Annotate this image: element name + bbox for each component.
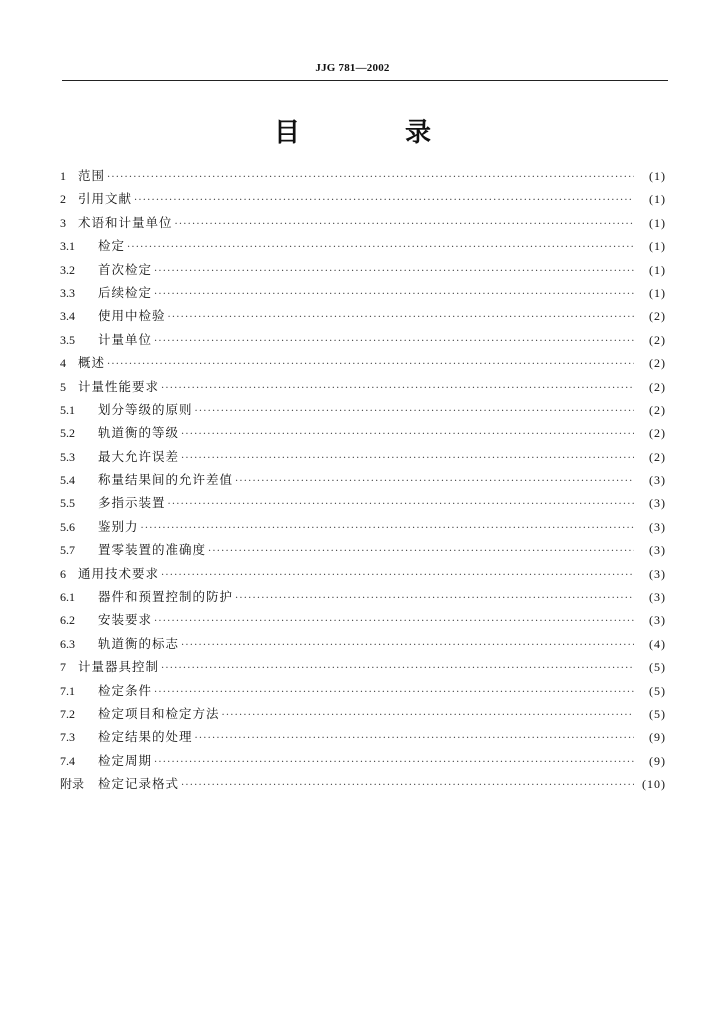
toc-entry (60, 751, 666, 774)
toc-leader-dots (141, 523, 634, 534)
toc-entry-label: 概述 (78, 355, 106, 371)
toc-entry-number: 5.4 (60, 473, 75, 488)
toc-entry-page: (5) (649, 683, 666, 698)
toc-entry (60, 166, 666, 189)
toc-entry (60, 517, 666, 540)
toc-entry (60, 283, 666, 306)
toc-entry-label: 检定条件 (98, 682, 153, 698)
toc-leader-dots (107, 359, 634, 370)
toc-entry (60, 353, 666, 376)
table-of-contents (60, 166, 666, 798)
toc-entry-page: (2) (649, 332, 666, 347)
toc-entry-label: 引用文献 (78, 191, 133, 207)
toc-entry-number: 5.5 (60, 496, 75, 511)
toc-entry-number: 5.1 (60, 402, 75, 417)
toc-leader-dots (222, 710, 634, 721)
toc-leader-dots (134, 195, 634, 206)
toc-entry-label: 通用技术要求 (78, 565, 160, 581)
toc-entry-page: (2) (649, 402, 666, 417)
toc-entry-number: 5 (60, 379, 66, 394)
toc-entry-page: (4) (649, 636, 666, 651)
toc-entry-label: 范围 (78, 168, 106, 183)
toc-entry (60, 306, 666, 329)
toc-entry-label: 器件和预置控制的防护 (98, 589, 234, 605)
toc-entry (60, 587, 666, 610)
toc-entry (60, 189, 666, 212)
toc-entry (60, 610, 666, 633)
toc-entry-number: 5.7 (60, 543, 75, 558)
toc-entry-page: (5) (649, 660, 666, 675)
toc-leader-dots (208, 546, 634, 557)
toc-entry-page: (3) (649, 543, 666, 558)
toc-leader-dots (161, 570, 634, 581)
toc-entry (60, 634, 666, 657)
toc-entry (60, 564, 666, 587)
toc-entry-number: 6 (60, 566, 66, 581)
toc-entry-number: 3 (60, 215, 66, 230)
toc-leader-dots (161, 663, 634, 674)
toc-entry (60, 681, 666, 704)
toc-leader-dots (235, 476, 634, 487)
toc-entry-number: 1 (60, 169, 66, 183)
toc-leader-dots (181, 453, 634, 464)
toc-entry (60, 447, 666, 470)
toc-leader-dots (161, 383, 634, 394)
toc-entry-page: (9) (649, 730, 666, 745)
toc-entry-page: (3) (649, 613, 666, 628)
toc-entry-label: 最大允许误差 (98, 448, 180, 464)
toc-entry (60, 727, 666, 750)
toc-entry (60, 260, 666, 283)
toc-leader-dots (154, 616, 634, 627)
toc-leader-dots (154, 687, 634, 698)
toc-leader-dots (154, 757, 634, 768)
toc-entry-number: 5.3 (60, 449, 75, 464)
toc-leader-dots (127, 242, 634, 253)
toc-entry-number: 2 (60, 192, 66, 207)
toc-leader-dots (181, 780, 634, 791)
toc-entry (60, 213, 666, 236)
toc-entry-page: (2) (649, 309, 666, 324)
toc-entry-number: 6.3 (60, 636, 75, 651)
toc-entry-page: (1) (649, 169, 666, 183)
toc-entry-page: (2) (649, 426, 666, 441)
toc-entry (60, 774, 666, 797)
toc-entry-label: 术语和计量单位 (78, 214, 173, 230)
page-title: 目 录 (273, 118, 480, 148)
toc-entry-label: 首次检定 (98, 261, 153, 277)
toc-entry-page: (1) (649, 215, 666, 230)
toc-leader-dots (181, 429, 634, 440)
toc-entry-number: 7 (60, 660, 66, 675)
toc-entry-page: (2) (649, 449, 666, 464)
toc-entry-label: 划分等级的原则 (98, 401, 193, 417)
toc-entry-label: 称量结果间的允许差值 (98, 472, 234, 488)
toc-entry-number: 6.1 (60, 590, 75, 605)
toc-entry (60, 423, 666, 446)
toc-leader-dots (154, 266, 634, 277)
toc-entry-page: (1) (649, 239, 666, 254)
toc-entry-page: (9) (649, 753, 666, 768)
toc-entry-number: 5.2 (60, 426, 75, 441)
toc-leader-dots (181, 640, 634, 651)
toc-entry-page: (1) (649, 285, 666, 300)
toc-entry (60, 470, 666, 493)
toc-leader-dots (195, 406, 634, 417)
toc-entry (60, 657, 666, 680)
toc-entry-label: 使用中检验 (98, 308, 166, 324)
toc-entry-label: 检定项目和检定方法 (98, 705, 220, 721)
toc-entry-label: 计量性能要求 (78, 378, 160, 394)
toc-entry-page: (3) (649, 590, 666, 605)
toc-leader-dots (154, 289, 634, 300)
toc-entry-label: 多指示装置 (98, 495, 166, 511)
toc-entry-page: (1) (649, 262, 666, 277)
toc-entry (60, 493, 666, 516)
toc-entry-page: (10) (642, 777, 666, 792)
toc-entry-page: (3) (649, 566, 666, 581)
document-code-header: JJG 781—2002 (315, 62, 390, 74)
toc-entry-number: 附录 (60, 777, 85, 792)
toc-entry-number: 6.2 (60, 613, 75, 628)
toc-entry (60, 377, 666, 400)
toc-leader-dots (235, 593, 634, 604)
toc-entry-label: 后续检定 (98, 284, 153, 300)
toc-leader-dots (154, 336, 634, 347)
toc-entry (60, 400, 666, 423)
toc-entry-page: (3) (649, 496, 666, 511)
toc-entry-page: (5) (649, 706, 666, 721)
toc-leader-dots (175, 219, 634, 230)
toc-entry-label: 安装要求 (98, 612, 153, 628)
toc-entry-label: 计量器具控制 (78, 659, 160, 675)
toc-leader-dots (168, 312, 634, 323)
toc-entry-number: 7.4 (60, 753, 75, 768)
toc-entry-page: (1) (649, 192, 666, 207)
toc-entry-label: 鉴别力 (98, 518, 139, 534)
toc-entry (60, 236, 666, 259)
toc-entry-number: 3.2 (60, 262, 75, 277)
toc-entry-label: 检定 (98, 238, 126, 254)
toc-entry-number: 7.1 (60, 683, 75, 698)
header-rule (62, 80, 668, 81)
toc-entry-number: 3.5 (60, 332, 75, 347)
toc-entry-label: 置零装置的准确度 (98, 542, 207, 558)
toc-entry-label: 轨道衡的标志 (98, 635, 180, 651)
toc-entry-label: 检定周期 (98, 752, 153, 768)
toc-entry-page: (3) (649, 473, 666, 488)
toc-entry-page: (3) (649, 519, 666, 534)
toc-entry-number: 3.3 (60, 285, 75, 300)
toc-entry-number: 3.1 (60, 239, 75, 254)
toc-entry-label: 计量单位 (98, 331, 153, 347)
toc-entry-number: 3.4 (60, 309, 75, 324)
toc-entry-page: (2) (649, 379, 666, 394)
toc-entry-number: 5.6 (60, 519, 75, 534)
toc-entry-page: (2) (649, 356, 666, 371)
toc-entry-label: 轨道衡的等级 (98, 425, 180, 441)
toc-entry-label: 检定结果的处理 (98, 729, 193, 745)
toc-entry-number: 7.3 (60, 730, 75, 745)
toc-entry (60, 704, 666, 727)
toc-entry-label: 检定记录格式 (98, 776, 180, 792)
toc-leader-dots (107, 172, 634, 183)
toc-leader-dots (195, 733, 634, 744)
toc-entry (60, 330, 666, 353)
toc-entry-number: 7.2 (60, 706, 75, 721)
toc-leader-dots (168, 499, 634, 510)
toc-entry (60, 540, 666, 563)
toc-entry-number: 4 (60, 356, 66, 371)
